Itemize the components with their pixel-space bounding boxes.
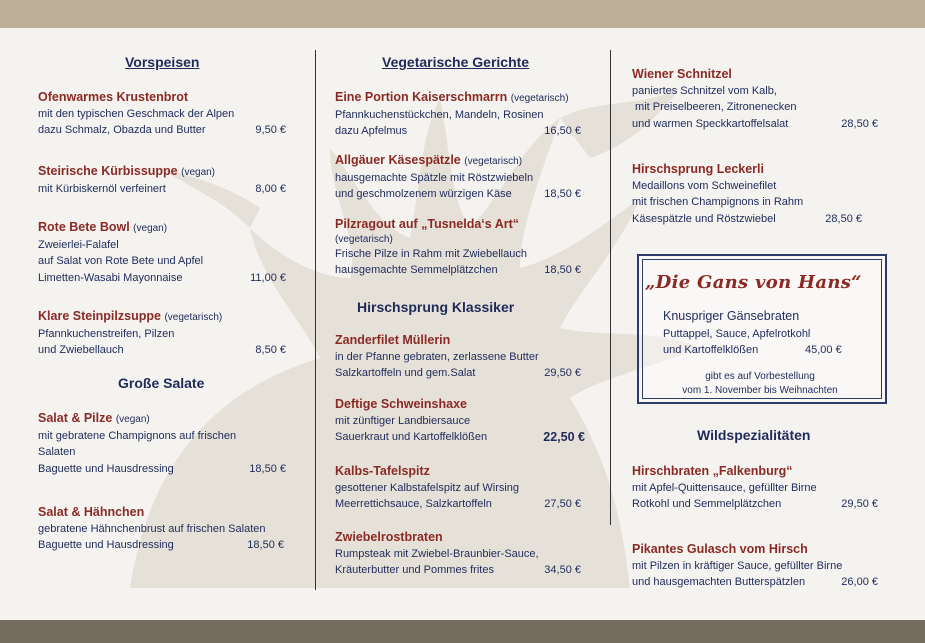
top-band xyxy=(0,0,925,28)
item-description: mit zünftiger Landbiersauce xyxy=(335,415,471,427)
special-offer-price: 45,00 € xyxy=(805,344,842,356)
item-description: gesottener Kalbstafelspitz auf Wirsing xyxy=(335,482,520,494)
item-title: Eine Portion Kaiserschmarrn xyxy=(335,90,508,104)
item-description: Rotkohl und Semmelplätzchen xyxy=(632,498,782,511)
item-description: Käsespätzle und Röstzwiebel xyxy=(632,212,776,225)
menu-item xyxy=(335,529,581,579)
item-description: Pfannkuchenstreifen, Pilzen xyxy=(38,328,175,340)
special-offer-description: und Kartoffelklößen xyxy=(663,344,759,356)
item-title: Wiener Schnitzel xyxy=(632,67,732,81)
special-offer-title: „Die Gans von Hans“ xyxy=(645,272,862,293)
item-description: und Zwiebellauch xyxy=(38,344,124,357)
special-offer-subtitle: Knuspriger Gänsebraten xyxy=(663,309,800,323)
item-price: 29,50 € xyxy=(841,498,878,511)
item-tag: (vegan) xyxy=(115,414,150,425)
item-title: Rote Bete Bowl xyxy=(38,220,130,234)
item-description: hausgemachte Semmelplätzchen xyxy=(335,264,498,277)
item-title: Zanderfilet Müllerin xyxy=(335,333,451,347)
item-description: und warmen Speckkartoffelsalat xyxy=(632,117,789,130)
special-offer-box xyxy=(637,254,887,404)
item-title: Deftige Schweinshaxe xyxy=(335,397,467,411)
item-price: 8,50 € xyxy=(255,344,286,357)
item-title: Steirische Kürbissuppe xyxy=(38,164,178,178)
item-description: mit Pilzen in kräftiger Sauce, gefüllter Birne xyxy=(632,560,843,572)
column-divider-left xyxy=(315,50,316,590)
bottom-band xyxy=(0,620,925,643)
item-description: Pfannkuchenstückchen, Mandeln, Rosinen xyxy=(335,109,544,121)
special-offer-description: Puttappel, Sauce, Apfelrotkohl xyxy=(663,328,811,340)
item-title: Ofenwarmes Krustenbrot xyxy=(38,90,189,104)
item-description: Salzkartoffeln und gem.Salat xyxy=(335,367,476,380)
item-description: mit frischen Champignons in Rahm xyxy=(632,196,804,209)
menu-item xyxy=(335,396,585,446)
menu-item xyxy=(38,504,288,554)
section-heading-klassiker: Hirschsprung Klassiker xyxy=(357,299,515,315)
item-description: Kräuterbutter und Pommes frites xyxy=(335,564,494,577)
item-tag: (vegan) xyxy=(133,223,168,234)
item-description: Salaten xyxy=(38,446,76,459)
item-description: auf Salat von Rote Bete und Apfel xyxy=(38,255,204,268)
item-price: 9,50 € xyxy=(255,124,286,137)
item-description: Rumpsteak mit Zwiebel-Braunbier-Sauce, xyxy=(335,548,539,560)
item-description: Sauerkraut und Kartoffelklößen xyxy=(335,431,488,444)
menu-item xyxy=(632,541,878,591)
item-price: 18,50 € xyxy=(247,539,284,552)
item-description: und geschmolzenem würzigen Käse xyxy=(335,188,512,201)
item-price: 11,00 € xyxy=(250,271,286,284)
item-description: mit gebratene Champignons auf frischen xyxy=(38,430,237,442)
item-description: in der Pfanne gebraten, zerlassene Butter xyxy=(335,351,539,363)
item-price: 18,50 € xyxy=(544,264,581,277)
item-description: dazu Schmalz, Obazda und Butter xyxy=(38,124,206,137)
section-heading-vegetarisch: Vegetarische Gerichte xyxy=(382,54,530,70)
menu-item xyxy=(335,463,581,513)
item-price: 18,50 € xyxy=(544,188,581,201)
item-description: dazu Apfelmus xyxy=(335,125,408,138)
menu-item xyxy=(632,161,862,227)
menu-item xyxy=(38,219,286,286)
item-price: 16,50 € xyxy=(544,125,581,138)
menu-item xyxy=(335,332,581,382)
item-description: Limetten-Wasabi Mayonnaise xyxy=(38,271,183,284)
menu-item xyxy=(335,89,581,140)
item-description: Zweierlei-Falafel xyxy=(38,239,119,251)
item-description: Medaillons vom Schweinefilet xyxy=(632,180,777,192)
item-title: Pilzragout auf „Tusnelda‘s Art“ xyxy=(335,217,520,231)
item-description: Frische Pilze in Rahm mit Zwiebellauch xyxy=(335,248,527,260)
item-title: Salat & Pilze xyxy=(38,411,113,425)
item-title: Pikantes Gulasch vom Hirsch xyxy=(632,542,808,556)
item-price: 34,50 € xyxy=(544,564,581,577)
item-title: Kalbs-Tafelspitz xyxy=(335,464,430,478)
item-title: Hirschbraten „Falkenburg“ xyxy=(632,464,793,478)
column-divider-right xyxy=(610,50,611,525)
item-description: mit Apfel-Quittensauce, gefüllter Birne xyxy=(632,482,817,494)
special-offer-note: gibt es auf Vorbestellung xyxy=(705,371,815,382)
item-price: 28,50 € xyxy=(825,212,862,225)
item-description: Baguette und Hausdressing xyxy=(38,539,174,552)
menu-item xyxy=(38,89,286,139)
section-heading-salate: Große Salate xyxy=(118,375,205,391)
item-description: mit Kürbiskernöl verfeinert xyxy=(38,183,166,195)
item-price: 29,50 € xyxy=(544,367,581,380)
item-description: mit Preiselbeeren, Zitronenecken xyxy=(632,101,797,114)
menu-item xyxy=(632,66,878,132)
item-price: 28,50 € xyxy=(841,117,878,130)
item-title: Klare Steinpilzsuppe xyxy=(38,309,161,323)
section-heading-wild: Wildspezialitäten xyxy=(697,427,811,443)
item-description: paniertes Schnitzel vom Kalb, xyxy=(632,85,777,97)
item-title: Hirschsprung Leckerli xyxy=(632,162,764,176)
menu-item xyxy=(335,216,581,279)
item-title: Allgäuer Käsespätzle xyxy=(335,153,461,167)
item-description: hausgemachte Spätzle mit Röstzwiebeln xyxy=(335,172,534,184)
menu-item xyxy=(38,410,286,477)
item-tag: (vegetarisch) xyxy=(510,93,569,104)
menu-item xyxy=(632,463,878,513)
item-description: gebratene Hähnchenbrust auf frischen Salaten xyxy=(38,523,266,535)
item-description: mit den typischen Geschmack der Alpen xyxy=(38,108,235,120)
item-price: 26,00 € xyxy=(841,576,878,589)
item-description: Baguette und Hausdressing xyxy=(38,462,174,475)
item-title: Salat & Hähnchen xyxy=(38,505,145,519)
item-price: 8,00 € xyxy=(255,183,286,195)
item-tag: (vegetarisch) xyxy=(335,234,393,245)
item-tag: (vegetarisch) xyxy=(464,156,523,167)
item-tag: (vegan) xyxy=(181,167,216,178)
item-title: Zwiebelrostbraten xyxy=(335,530,443,544)
item-price: 27,50 € xyxy=(544,498,581,511)
item-description: und hausgemachten Butterspätzlen xyxy=(632,576,806,589)
menu-item xyxy=(38,308,286,359)
special-offer-note: vom 1. November bis Weihnachten xyxy=(682,385,838,396)
menu-item xyxy=(335,152,581,203)
item-price: 18,50 € xyxy=(249,462,286,475)
section-heading-vorspeisen: Vorspeisen xyxy=(125,54,200,70)
item-tag: (vegetarisch) xyxy=(164,312,223,323)
item-price: 22,50 € xyxy=(543,430,585,445)
item-description: Meerrettichsauce, Salzkartoffeln xyxy=(335,498,492,511)
menu-item xyxy=(38,163,286,197)
